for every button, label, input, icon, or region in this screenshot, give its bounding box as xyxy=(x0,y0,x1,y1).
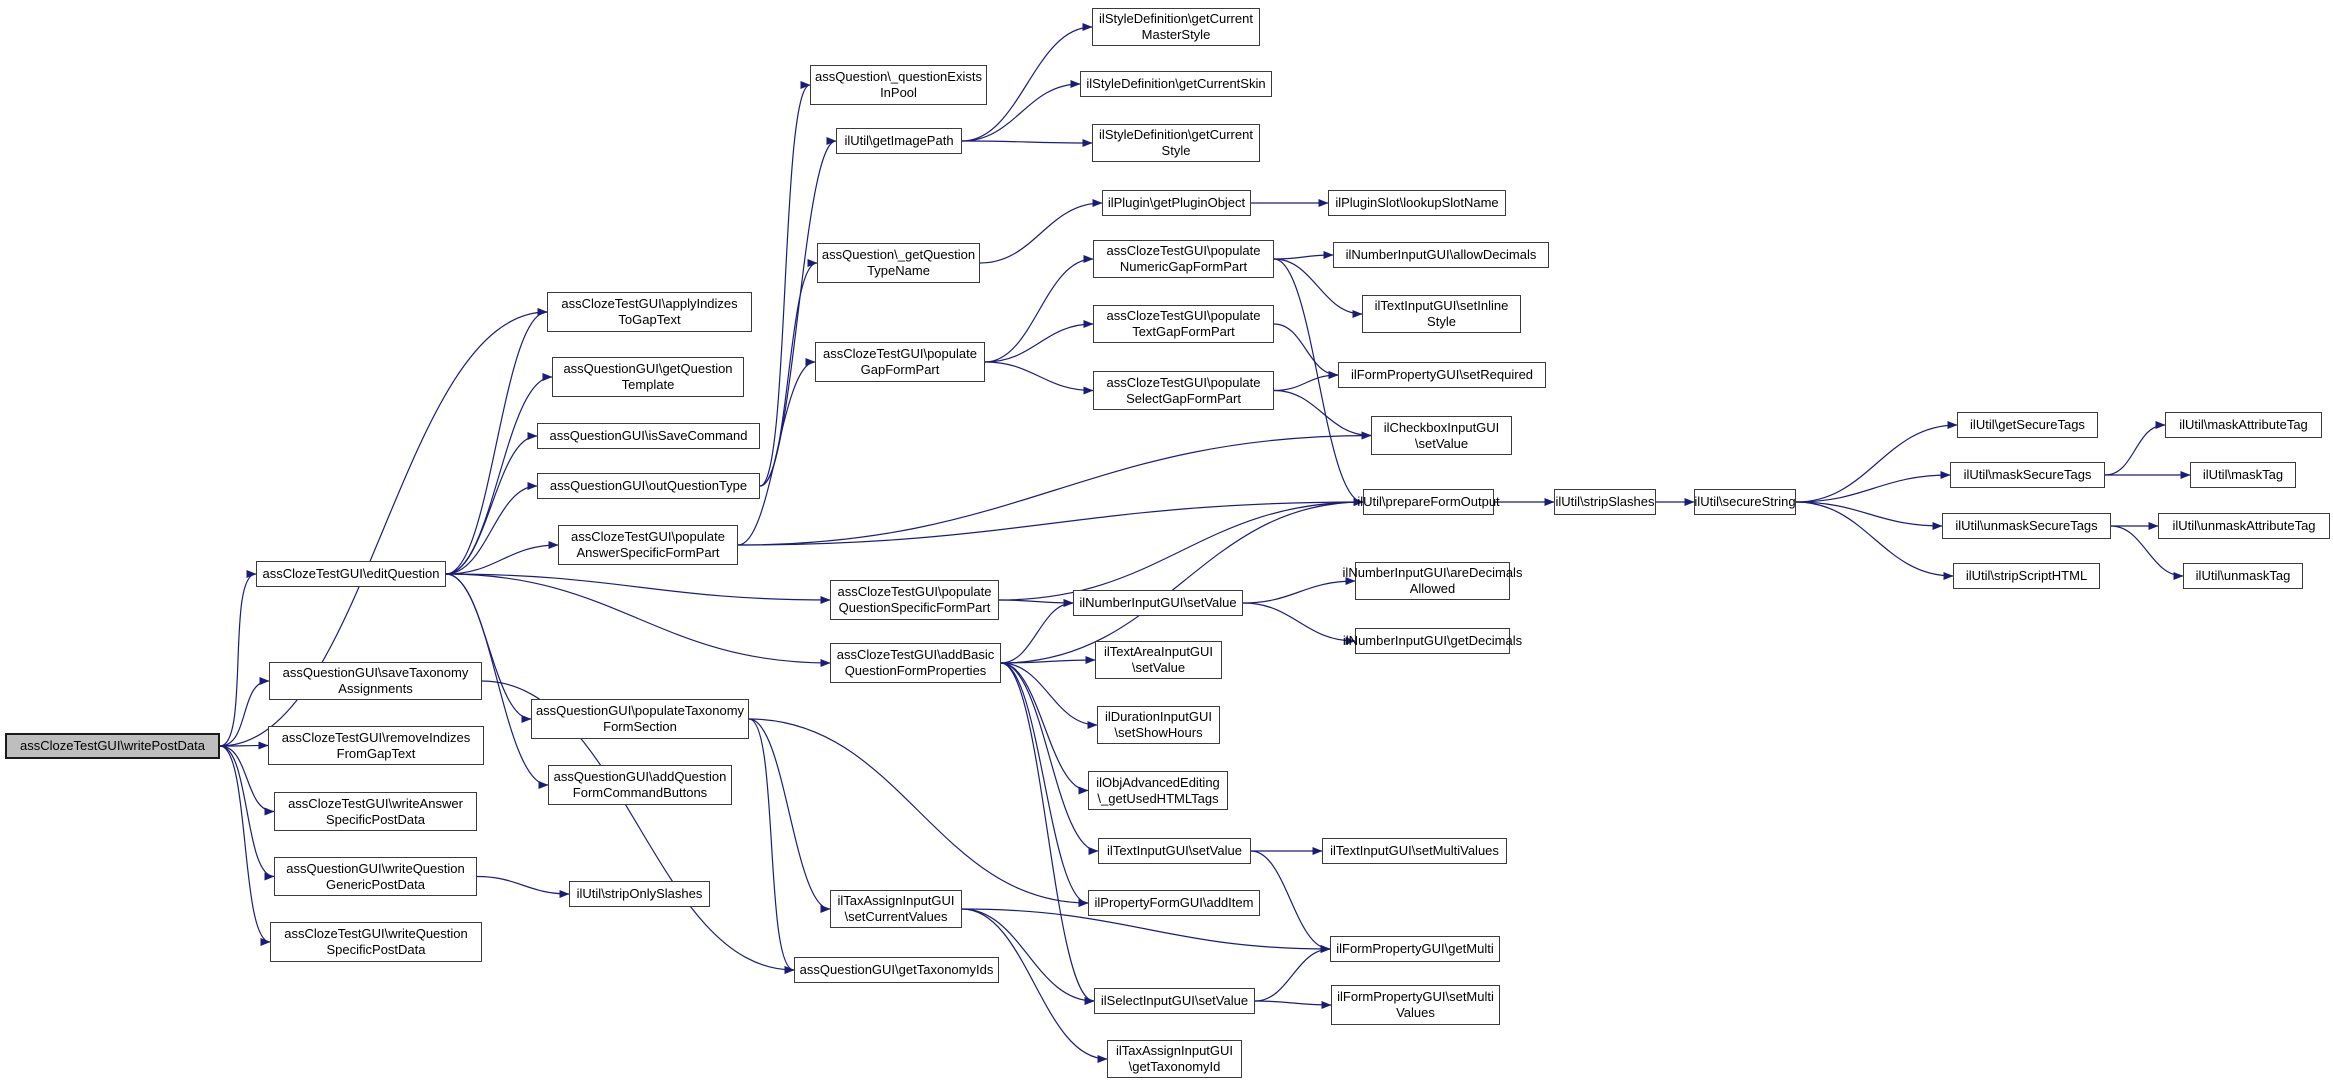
graph-node-existsPool[interactable] xyxy=(810,65,987,105)
graph-node-label: ilTextInputGUI\setInline xyxy=(1374,298,1509,313)
graph-node-style[interactable] xyxy=(1092,124,1260,162)
graph-node-label: assQuestionGUI\writeQuestion xyxy=(286,860,465,876)
graph-node-label: assQuestionGUI\saveTaxonomy xyxy=(282,665,469,680)
graph-node-popText[interactable] xyxy=(1093,305,1274,343)
graph-node-label: ilSelectInputGUI\setValue xyxy=(1100,993,1249,1008)
graph-node-label: ilStyleDefinition\getCurrent xyxy=(1099,127,1253,142)
graph-node-addBasic[interactable] xyxy=(830,643,1001,683)
graph-node-label: ilTaxAssignInputGUI xyxy=(1115,1043,1234,1058)
call-edge-eq-isSave xyxy=(446,436,537,574)
graph-node-getTaxIds[interactable] xyxy=(794,957,999,983)
graph-node-label: ilPlugin\getPluginObject xyxy=(1107,195,1246,210)
graph-node-label: InPool xyxy=(880,85,917,100)
graph-node-popSelect[interactable] xyxy=(1093,371,1274,410)
graph-node-selectSetValue[interactable] xyxy=(1094,988,1255,1014)
graph-node-label: assQuestionGUI\getTaxonomyIds xyxy=(799,962,994,977)
graph-node-label: ilPluginSlot\lookupSlotName xyxy=(1335,195,1499,210)
graph-node-label: \getTaxonomyId xyxy=(1128,1059,1221,1074)
graph-node-label: Template xyxy=(621,377,675,392)
call-edge-addBasic-usedHTMLTags xyxy=(1001,663,1088,791)
graph-node-label: \setValue xyxy=(1131,660,1186,675)
graph-node-label: ilUtil\maskTag xyxy=(2202,467,2284,482)
graph-node-label: ilStyleDefinition\getCurrent xyxy=(1099,11,1253,26)
graph-node-maskSecureTags[interactable] xyxy=(1950,462,2105,488)
graph-node-label: ilUtil\getSecureTags xyxy=(1970,417,2085,432)
graph-node-label: assClozeTestGUI\populate xyxy=(571,529,725,544)
graph-node-getPluginObject[interactable] xyxy=(1102,190,1251,216)
call-edge-addBasic-textInputSetValue xyxy=(1001,663,1098,851)
call-edge-getQTypeName-getPluginObject xyxy=(980,203,1102,263)
graph-node-label: ilNumberInputGUI\getDecimals xyxy=(1342,633,1523,648)
call-edge-numberSetValue-areDecimals xyxy=(1243,581,1355,603)
graph-node-setMultiValues[interactable] xyxy=(1331,985,1500,1025)
graph-node-label: assClozeTestGUI\editQuestion xyxy=(262,566,440,581)
graph-node-label: ilUtil\maskAttributeTag xyxy=(2179,417,2308,432)
graph-node-taxSetCurrent[interactable] xyxy=(830,890,962,928)
call-edge-wpd-eq xyxy=(220,574,256,746)
graph-node-label: QuestionSpecificFormPart xyxy=(838,600,991,615)
graph-node-label: SpecificPostData xyxy=(326,811,425,827)
call-edge-selectSetValue-getMulti xyxy=(1255,949,1330,1001)
graph-node-label: assQuestionGUI\outQuestionType xyxy=(549,478,748,493)
graph-node-taxGetTaxId[interactable] xyxy=(1107,1040,1242,1078)
graph-node-wpd[interactable] xyxy=(5,733,220,759)
graph-node-label: assClozeTestGUI\writePostData xyxy=(20,738,205,753)
graph-node-popNumeric[interactable] xyxy=(1093,240,1274,278)
call-edge-popGap-popNumeric xyxy=(985,259,1093,362)
graph-node-label: Style xyxy=(1427,314,1456,329)
call-edge-taxSetCurrent-taxGetTaxId xyxy=(962,909,1107,1059)
graph-node-label: ilUtil\getImagePath xyxy=(844,133,954,148)
call-edge-addBasic-prepareForm xyxy=(1001,502,1363,663)
call-edge-popGap-popSelect xyxy=(985,362,1093,391)
graph-node-addItem[interactable] xyxy=(1088,890,1260,916)
graph-node-label: FormCommandButtons xyxy=(572,785,708,800)
call-edge-maskSecureTags-maskAttributeTag xyxy=(2105,425,2165,475)
call-edge-wpd-removeIdx xyxy=(220,746,268,747)
graph-node-label: ilFormPropertyGUI\setMulti xyxy=(1337,989,1494,1004)
graph-node-label: FromGapText xyxy=(336,745,416,761)
call-edge-popQSpec-prepareForm xyxy=(999,502,1363,600)
graph-node-label: assClozeTestGUI\populate xyxy=(1106,308,1261,323)
graph-node-maskTag[interactable] xyxy=(2190,462,2296,488)
graph-node-label: \setCurrentValues xyxy=(844,909,948,924)
graph-node-allowDecimals[interactable] xyxy=(1333,242,1549,268)
call-edge-eq-apply xyxy=(446,312,547,574)
graph-node-stripScriptHTML[interactable] xyxy=(1953,563,2100,589)
graph-node-label: assQuestionGUI\addQuestion xyxy=(553,769,727,784)
call-edge-popText-setRequired xyxy=(1274,324,1338,375)
graph-node-stripSlashes[interactable] xyxy=(1554,489,1656,515)
graph-node-label: \setValue xyxy=(1414,435,1469,451)
call-edge-secureString-maskSecureTags xyxy=(1796,475,1950,502)
graph-node-outType[interactable] xyxy=(537,473,760,499)
graph-node-label: ilUtil\secureString xyxy=(1694,494,1796,509)
graph-node-popAns[interactable] xyxy=(558,525,738,565)
graph-node-label: ilObjAdvancedEditing xyxy=(1096,774,1220,790)
graph-node-label: ilPropertyFormGUI\addItem xyxy=(1094,895,1254,910)
graph-node-label: ilTaxAssignInputGUI xyxy=(837,893,955,908)
graph-node-label: ilNumberInputGUI\setValue xyxy=(1079,595,1237,610)
graph-node-label: assQuestionGUI\getQuestion xyxy=(563,361,733,376)
graph-node-getMulti[interactable] xyxy=(1330,936,1500,962)
graph-node-masterStyle[interactable] xyxy=(1092,8,1260,46)
call-edge-wpd-writeGen xyxy=(220,746,274,877)
graph-node-secureString[interactable] xyxy=(1694,489,1796,515)
call-edge-addBasic-addItem xyxy=(1001,663,1088,903)
graph-node-label: ilCheckboxInputGUI xyxy=(1383,419,1500,435)
graph-node-label: ilFormPropertyGUI\getMulti xyxy=(1336,941,1494,956)
graph-node-getTemplate[interactable] xyxy=(552,357,744,397)
call-edge-taxSetCurrent-selectSetValue xyxy=(962,909,1094,1001)
call-edge-addBasic-durationShowHours xyxy=(1001,663,1097,725)
call-edge-wpd-saveTax xyxy=(220,681,269,746)
graph-node-getSecureTags[interactable] xyxy=(1957,412,2098,438)
graph-node-label: FormSection xyxy=(603,719,677,734)
call-edge-outType-getQTypeName xyxy=(760,263,817,486)
graph-node-popGap[interactable] xyxy=(815,342,985,382)
call-edge-popTax-taxSetCurrent xyxy=(749,719,830,909)
call-edge-writeGen-stripOnly xyxy=(477,877,569,895)
graph-node-label: assQuestion\_questionExists xyxy=(815,69,982,84)
graph-node-label: QuestionFormProperties xyxy=(844,663,987,678)
graph-node-label: assClozeTestGUI\addBasic xyxy=(836,647,995,662)
graph-node-label: ilTextInputGUI\setMultiValues xyxy=(1330,843,1499,858)
graph-node-label: GapFormPart xyxy=(860,362,940,377)
call-edge-secureString-getSecureTags xyxy=(1796,425,1957,502)
graph-node-label: ilFormPropertyGUI\setRequired xyxy=(1350,367,1534,382)
graph-node-label: \_getUsedHTMLTags xyxy=(1097,790,1219,806)
call-edge-popNumeric-allowDecimals xyxy=(1274,255,1333,259)
graph-node-label: ilTextInputGUI\setValue xyxy=(1107,843,1242,858)
call-edge-popQSpec-numberSetValue xyxy=(999,600,1073,603)
graph-node-popTax[interactable] xyxy=(531,699,749,739)
graph-node-popQSpec[interactable] xyxy=(830,580,999,620)
graph-node-setInline[interactable] xyxy=(1362,295,1521,333)
call-edge-wpd-writeSpec xyxy=(220,746,270,942)
graph-node-prepareForm[interactable] xyxy=(1357,489,1500,515)
graph-node-label: Values xyxy=(1396,1005,1435,1020)
graph-node-label: AnswerSpecificFormPart xyxy=(576,545,720,560)
graph-node-label: \setShowHours xyxy=(1114,725,1203,740)
graph-node-label: ilUtil\stripSlashes xyxy=(1555,494,1655,509)
graph-node-label: ilUtil\unmaskTag xyxy=(2195,568,2291,583)
graph-node-label: ilDurationInputGUI xyxy=(1105,709,1212,724)
graph-node-label: Style xyxy=(1161,143,1191,158)
graph-node-label: assQuestion\_getQuestion xyxy=(821,247,976,262)
graph-node-label: ilTextAreaInputGUI xyxy=(1103,644,1214,659)
graph-node-label: assClozeTestGUI\writeAnswer xyxy=(288,795,463,811)
graph-node-durationShowHours[interactable] xyxy=(1097,706,1220,744)
graph-node-saveTax[interactable] xyxy=(269,662,482,700)
graph-node-label: ilNumberInputGUI\allowDecimals xyxy=(1345,247,1537,262)
graph-node-label: ilUtil\unmaskAttributeTag xyxy=(2172,518,2316,533)
graph-node-label: SelectGapFormPart xyxy=(1126,390,1241,406)
graph-node-label: ToGapText xyxy=(618,312,681,327)
graph-node-isSave[interactable] xyxy=(537,423,760,449)
graph-node-writeSpec[interactable] xyxy=(270,922,482,962)
call-edge-popAns-popGap xyxy=(738,362,815,545)
call-edge-secureString-unmaskSecureTags xyxy=(1796,502,1942,526)
graph-node-textAreaSetValue[interactable] xyxy=(1095,641,1222,679)
graph-node-label: assClozeTestGUI\applyIndizes xyxy=(561,296,738,311)
graph-node-label: assClozeTestGUI\populate xyxy=(1106,243,1261,258)
graph-node-label: SpecificPostData xyxy=(326,942,426,957)
graph-node-textInputSetValue[interactable] xyxy=(1098,838,1251,864)
graph-node-areDecimals[interactable] xyxy=(1342,562,1523,600)
graph-node-label: TextGapFormPart xyxy=(1132,324,1235,339)
call-edge-popTax-getTaxIds xyxy=(749,719,794,970)
graph-node-getQTypeName[interactable] xyxy=(817,243,980,283)
graph-node-lookupSlotName[interactable] xyxy=(1328,190,1506,216)
graph-node-checkboxSetValue[interactable] xyxy=(1371,416,1512,455)
graph-node-unmaskSecureTags[interactable] xyxy=(1942,513,2111,539)
call-edge-numberSetValue-getDecimals xyxy=(1243,603,1355,641)
graph-node-label: ilUtil\prepareFormOutput xyxy=(1357,494,1500,509)
graph-node-apply[interactable] xyxy=(547,292,752,332)
graph-node-writeAns[interactable] xyxy=(274,792,477,831)
graph-node-label: assClozeTestGUI\populate xyxy=(1106,374,1261,390)
call-edge-wpd-writeAns xyxy=(220,746,274,812)
graph-node-label: assQuestionGUI\populateTaxonomy xyxy=(535,703,745,718)
graph-node-writeGen[interactable] xyxy=(274,857,477,896)
call-edge-textInputSetValue-getMulti xyxy=(1251,851,1330,949)
call-edge-popGap-popText xyxy=(985,324,1093,362)
graph-node-label: ilUtil\stripOnlySlashes xyxy=(576,886,703,901)
graph-node-label: ilUtil\stripScriptHTML xyxy=(1965,568,2088,583)
graph-node-getImagePath[interactable] xyxy=(836,128,962,154)
graph-node-textSetMulti[interactable] xyxy=(1322,838,1507,864)
graph-node-removeIdx[interactable] xyxy=(268,726,484,765)
graph-node-label: assClozeTestGUI\removeIndizes xyxy=(281,729,471,745)
graph-node-setRequired[interactable] xyxy=(1338,362,1546,388)
graph-node-unmaskAttributeTag[interactable] xyxy=(2158,513,2330,539)
call-edge-getImagePath-style xyxy=(962,141,1092,143)
call-edge-secureString-stripScriptHTML xyxy=(1796,502,1953,576)
call-edge-popSelect-setRequired xyxy=(1274,375,1338,391)
graph-node-stripOnly[interactable] xyxy=(569,881,710,907)
graph-node-label: assClozeTestGUI\populate xyxy=(837,584,992,599)
graph-node-label: NumericGapFormPart xyxy=(1119,259,1248,274)
call-edge-outType-getImagePath xyxy=(760,141,836,486)
graph-node-label: TypeName xyxy=(867,263,930,278)
graph-node-usedHTMLTags[interactable] xyxy=(1088,771,1228,810)
call-edge-popAns-checkboxSetValue xyxy=(738,436,1371,546)
graph-node-unmaskTag[interactable] xyxy=(2183,563,2303,589)
call-edge-selectSetValue-setMultiValues xyxy=(1255,1001,1331,1005)
graph-node-eq[interactable] xyxy=(256,561,446,587)
graph-node-getDecimals[interactable] xyxy=(1342,628,1523,654)
graph-node-label: ilUtil\maskSecureTags xyxy=(1963,467,2092,482)
graph-node-label: Assignments xyxy=(338,681,413,696)
graph-node-label: assClozeTestGUI\writeQuestion xyxy=(284,926,468,941)
graph-node-maskAttributeTag[interactable] xyxy=(2165,412,2322,438)
graph-node-label: ilUtil\unmaskSecureTags xyxy=(1955,518,2098,533)
graph-node-label: Allowed xyxy=(1409,581,1456,596)
graph-node-label: GenericPostData xyxy=(326,876,425,892)
graph-node-addCmdBtns[interactable] xyxy=(548,765,732,805)
graph-node-numberSetValue[interactable] xyxy=(1073,590,1243,616)
graph-node-label: ilNumberInputGUI\areDecimals xyxy=(1342,565,1523,580)
graph-node-label: assQuestionGUI\isSaveCommand xyxy=(549,428,748,443)
graph-node-label: ilStyleDefinition\getCurrentSkin xyxy=(1086,76,1266,91)
graph-node-label: assClozeTestGUI\populate xyxy=(823,346,977,361)
graph-node-label: MasterStyle xyxy=(1141,27,1211,42)
graph-node-skin[interactable] xyxy=(1080,71,1272,97)
